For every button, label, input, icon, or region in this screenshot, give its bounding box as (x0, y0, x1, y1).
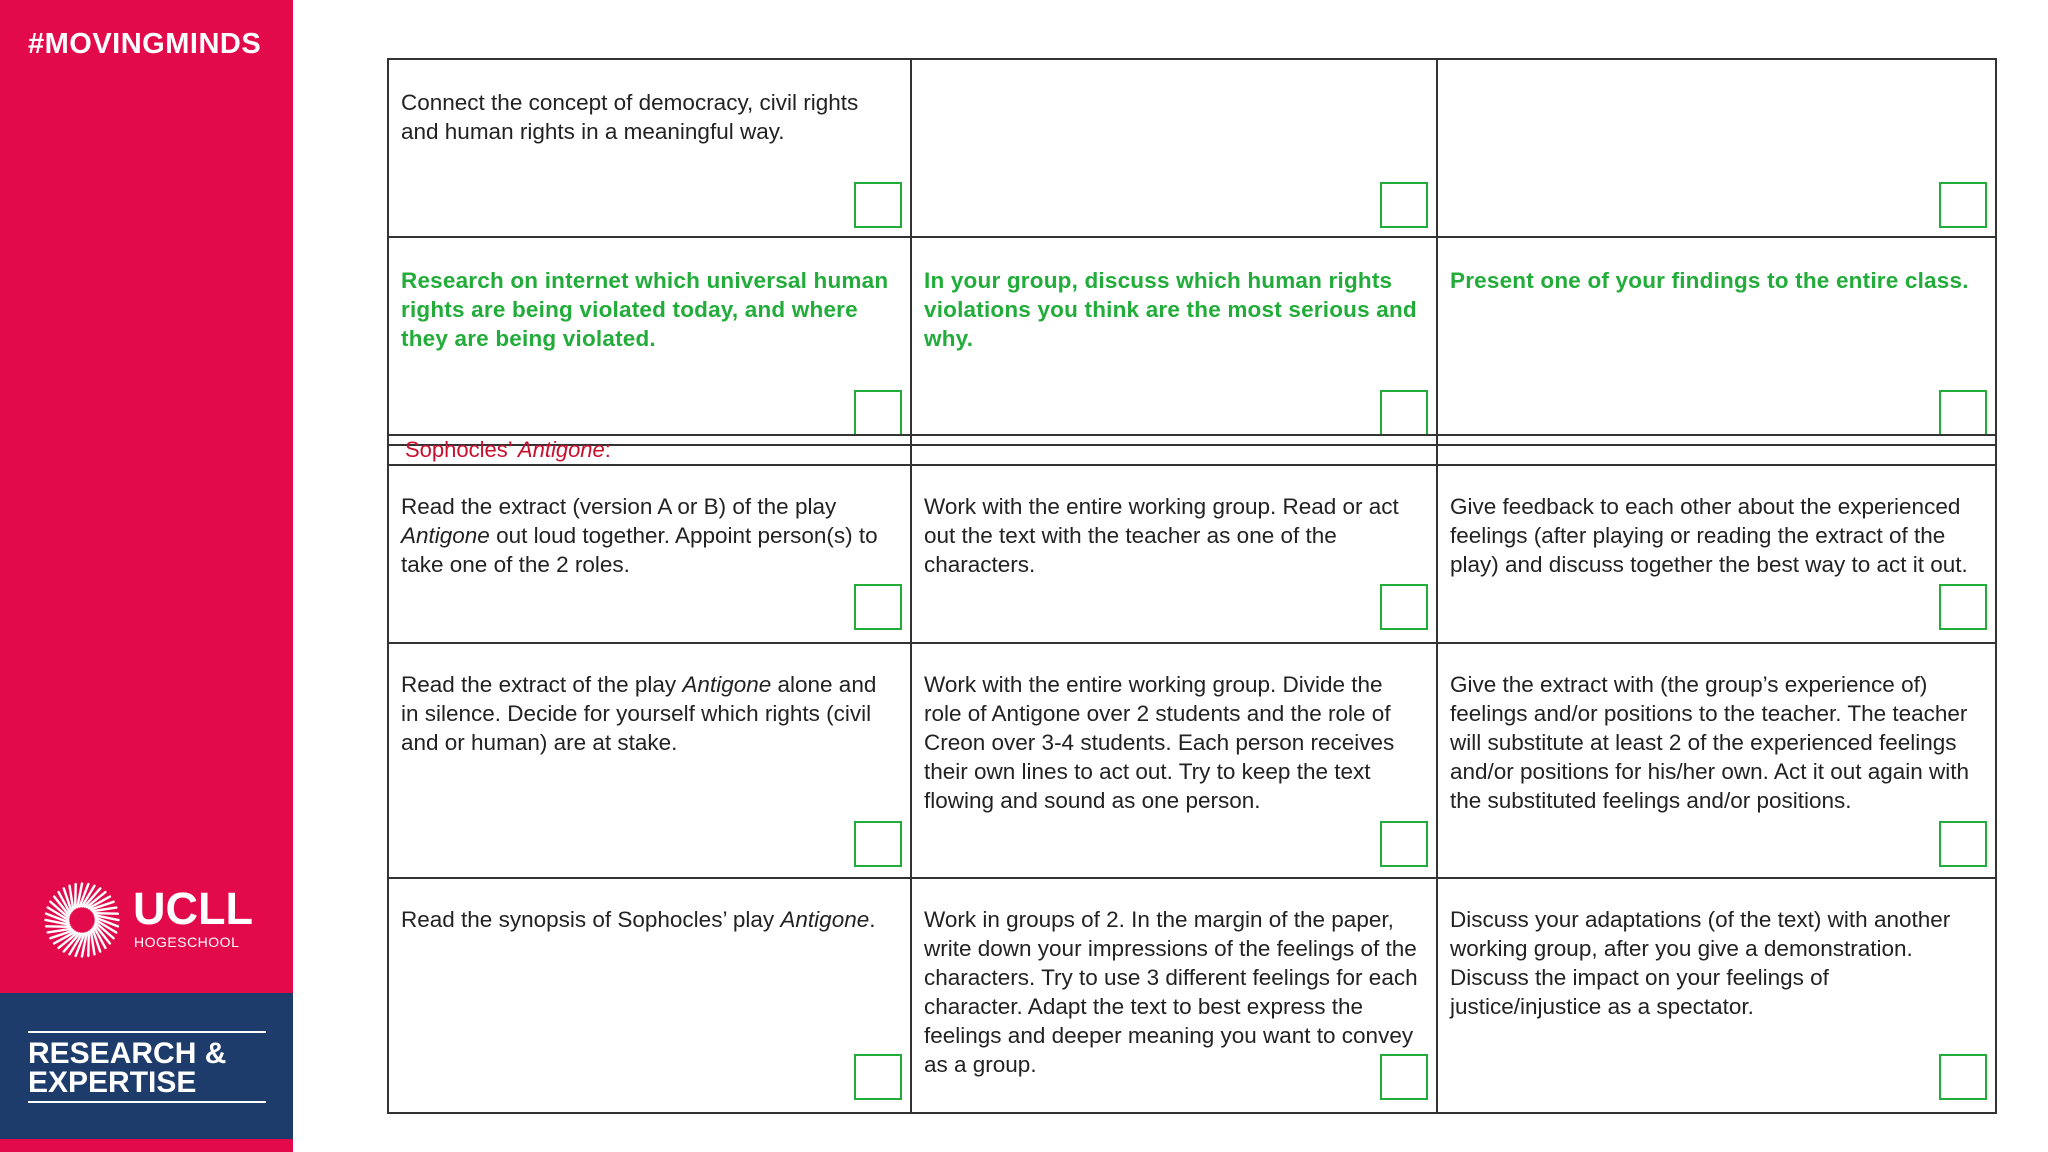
task-text: Discuss your adaptations (of the text) with another working group, after you give a demonstration. Discuss the impact on your feelings of justice/injustice as a spectator. (1450, 907, 1951, 1019)
task-cell (911, 643, 1437, 878)
section-title-line2: EXPERTISE (28, 1066, 197, 1099)
task-checkbox[interactable] (1380, 1054, 1428, 1100)
header-suffix: : (604, 437, 611, 462)
task-text: Work with the entire working group. Divide the role of Antigone over 2 students and the role of Creon over 3-4 students. Each person receives their own lines to act out. Try to keep the text flowing and sound as one person. (924, 672, 1395, 813)
task-checkbox[interactable] (1939, 1054, 1987, 1100)
task-table-antigone (387, 434, 1997, 1114)
task-text: Research on internet which universal human rights are being violated today, and where they are being violated. (401, 268, 889, 351)
task-checkbox[interactable] (854, 584, 902, 630)
task-text: Work in groups of 2. In the margin of the paper, write down your impressions of the feelings of the characters. Try to use 3 different feelings for each character. Adapt the text to best express the feelings and deeper meaning you want to convey as a group. (924, 907, 1418, 1077)
task-cell (388, 878, 911, 1113)
hashtag-label: #MOVINGMINDS (28, 28, 262, 60)
task-checkbox[interactable] (1380, 390, 1428, 436)
task-checkbox[interactable] (854, 1054, 902, 1100)
task-checkbox[interactable] (1939, 584, 1987, 630)
task-checkbox[interactable] (854, 390, 902, 436)
sidebar-red-panel (0, 0, 293, 993)
task-text: Give the extract with (the group’s experience of) feelings and/or positions to the teacher. The teacher will substitute at least 2 of the experienced feelings and/or positions for his/her own. Act it out again with the substituted feelings and/or positions. (1450, 672, 1970, 813)
task-cell (911, 465, 1437, 643)
task-cell (1437, 59, 1996, 237)
task-checkbox[interactable] (1939, 390, 1987, 436)
sidebar (0, 0, 293, 1152)
task-cell (911, 59, 1437, 237)
table-header-row (388, 435, 1996, 465)
table-header-cell (911, 435, 1437, 465)
task-checkbox[interactable] (1380, 584, 1428, 630)
task-cell (911, 237, 1437, 445)
task-checkbox[interactable] (854, 182, 902, 228)
task-text-italic: Antigone (401, 523, 490, 548)
task-checkbox[interactable] (1380, 821, 1428, 867)
task-cell (1437, 643, 1996, 878)
brand-logo-subtitle: HOGESCHOOL (134, 934, 240, 950)
task-checkbox[interactable] (1939, 182, 1987, 228)
brand-logo-text: UCLL (133, 883, 253, 934)
table-row (388, 643, 1996, 878)
divider (28, 1031, 266, 1033)
task-text: Present one of your findings to the entire class. (1450, 268, 1969, 293)
task-text: In your group, discuss which human rights violations you think are the most serious and why. (924, 268, 1417, 351)
divider (28, 1101, 266, 1103)
table-row (388, 465, 1996, 643)
header-prefix: Sophocles’ (405, 437, 518, 462)
task-cell (1437, 237, 1996, 445)
task-checkbox[interactable] (1380, 182, 1428, 228)
task-cell (388, 59, 911, 237)
task-checkbox[interactable] (1939, 821, 1987, 867)
ucll-sunburst-icon (44, 882, 120, 958)
task-cell (388, 465, 911, 643)
task-text: alone and in silence. Decide for yourself which rights (civil and or human) are at stake. (401, 672, 877, 755)
header-title: Antigone (517, 437, 605, 462)
task-checkbox[interactable] (854, 821, 902, 867)
task-text: out loud together. Appoint person(s) to take one of the 2 roles. (401, 523, 878, 577)
task-text: Read the extract of the play (401, 672, 683, 697)
task-text: Read the extract (version A or B) of the play (401, 494, 837, 519)
section-title (28, 1039, 226, 1097)
task-text: Work with the entire working group. Read or act out the text with the teacher as one of the characters. (924, 494, 1399, 577)
task-cell (1437, 465, 1996, 643)
task-cell (388, 643, 911, 878)
task-text-italic: Antigone (682, 672, 772, 697)
task-cell (1437, 878, 1996, 1113)
table-row (388, 878, 1996, 1113)
task-text: Connect the concept of democracy, civil rights and human rights in a meaningful way. (401, 90, 859, 144)
task-text: Give feedback to each other about the experienced feelings (after playing or reading the extract of the play) and discuss together the best way to act it out. (1450, 494, 1968, 577)
task-cell (911, 878, 1437, 1113)
table-header-cell (1437, 435, 1996, 465)
task-table-rights (387, 58, 1997, 446)
table-header-cell (388, 435, 911, 465)
sidebar-bottom-strip (0, 1139, 293, 1152)
table-row (388, 237, 1996, 445)
task-text: . (869, 907, 876, 932)
task-cell (388, 237, 911, 445)
table-row (388, 59, 1996, 237)
task-text-italic: Antigone (780, 907, 870, 932)
section-title-line1: RESEARCH & (28, 1037, 227, 1070)
task-text: Read the synopsis of Sophocles’ play (401, 907, 781, 932)
